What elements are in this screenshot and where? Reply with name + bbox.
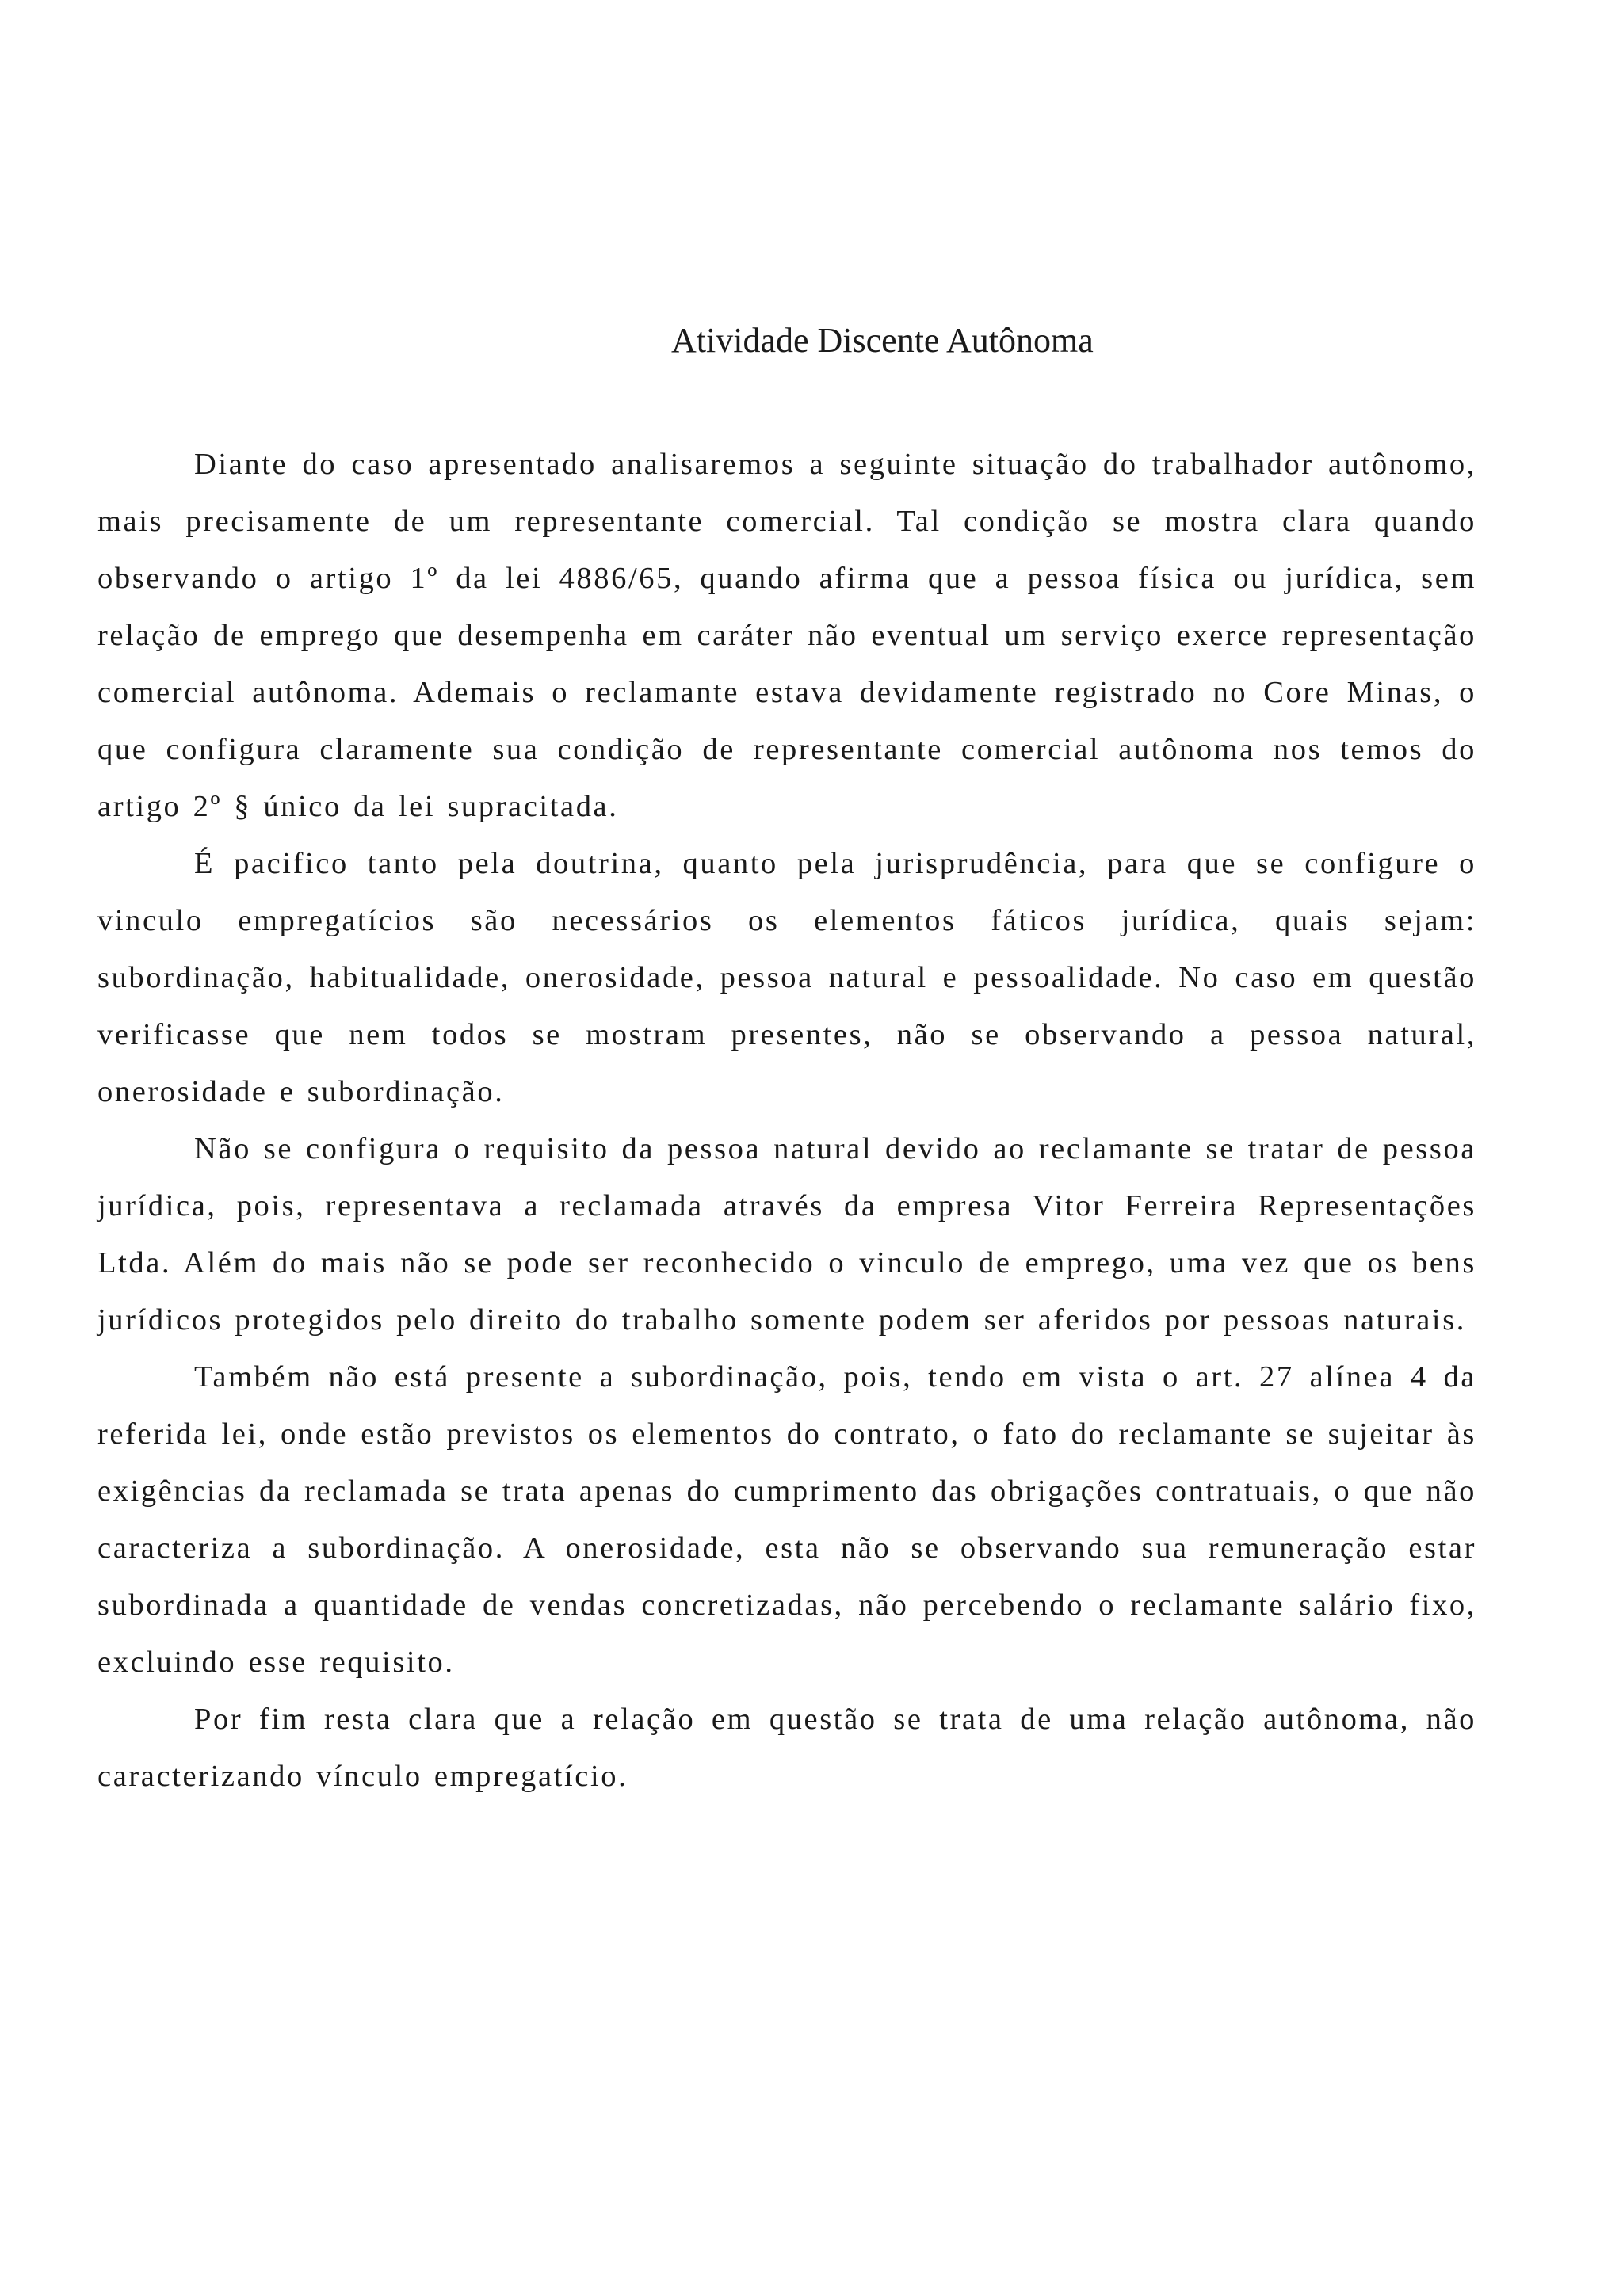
paragraph-subordinacao: Também não está presente a subordinação, pois, tendo em vista o art. 27 alínea 4 da referida lei, onde estão previstos os elementos do contrato, o fato do reclamante se sujeitar às exigências da reclamada se trata apenas do cumprimento das obrigações contratuais, o que não caracteriza a subordinação. A onerosidade, esta não se observando sua remuneração estar subordinada a quantidade de vendas concretizadas, não percebendo o reclamante salário fixo, excluindo esse requisito.: [97, 1360, 1476, 1679]
document-body: [97, 436, 1476, 1805]
paragraph-representante-comercial: Diante do caso apresentado analisaremos a seguinte situação do trabalhador autônomo, mais precisamente de um representante comercial. Tal condição se mostra clara quando observando o artigo 1º da lei 4886/65, quando afirma que a pessoa física ou jurídica, sem relação de emprego que desempenha em caráter não eventual um serviço exerce representação comercial autônoma. Ademais o reclamante estava devidamente registrado no Core Minas, o que configura claramente sua condição de representante comercial autônoma nos temos do artigo 2º § único da lei supracitada.: [97, 448, 1476, 823]
paragraph-vinculo-empregaticio: É pacifico tanto pela doutrina, quanto pela jurisprudência, para que se configure o vinculo empregatícios são necessários os elementos fáticos jurídica, quais sejam: subordinação, habitualidade, onerosidade, pessoa natural e pessoalidade. No caso em questão verificasse que nem todos se mostram presentes, não se observando a pessoa natural, onerosidade e subordinação.: [97, 847, 1476, 1108]
paragraph-pessoa-natural: Não se configura o requisito da pessoa natural devido ao reclamante se tratar de pessoa jurídica, pois, representava a reclamada através da empresa Vitor Ferreira Representações Ltda. Além do mais não se pode ser reconhecido o vinculo de emprego, uma vez que os bens jurídicos protegidos pelo direito do trabalho somente podem ser aferidos por pessoas naturais.: [97, 1132, 1476, 1337]
document-title: Atividade Discente Autônoma: [671, 321, 1094, 360]
paragraph-conclusao: Por fim resta clara que a relação em questão se trata de uma relação autônoma, não caracterizando vínculo empregatício.: [97, 1703, 1476, 1793]
